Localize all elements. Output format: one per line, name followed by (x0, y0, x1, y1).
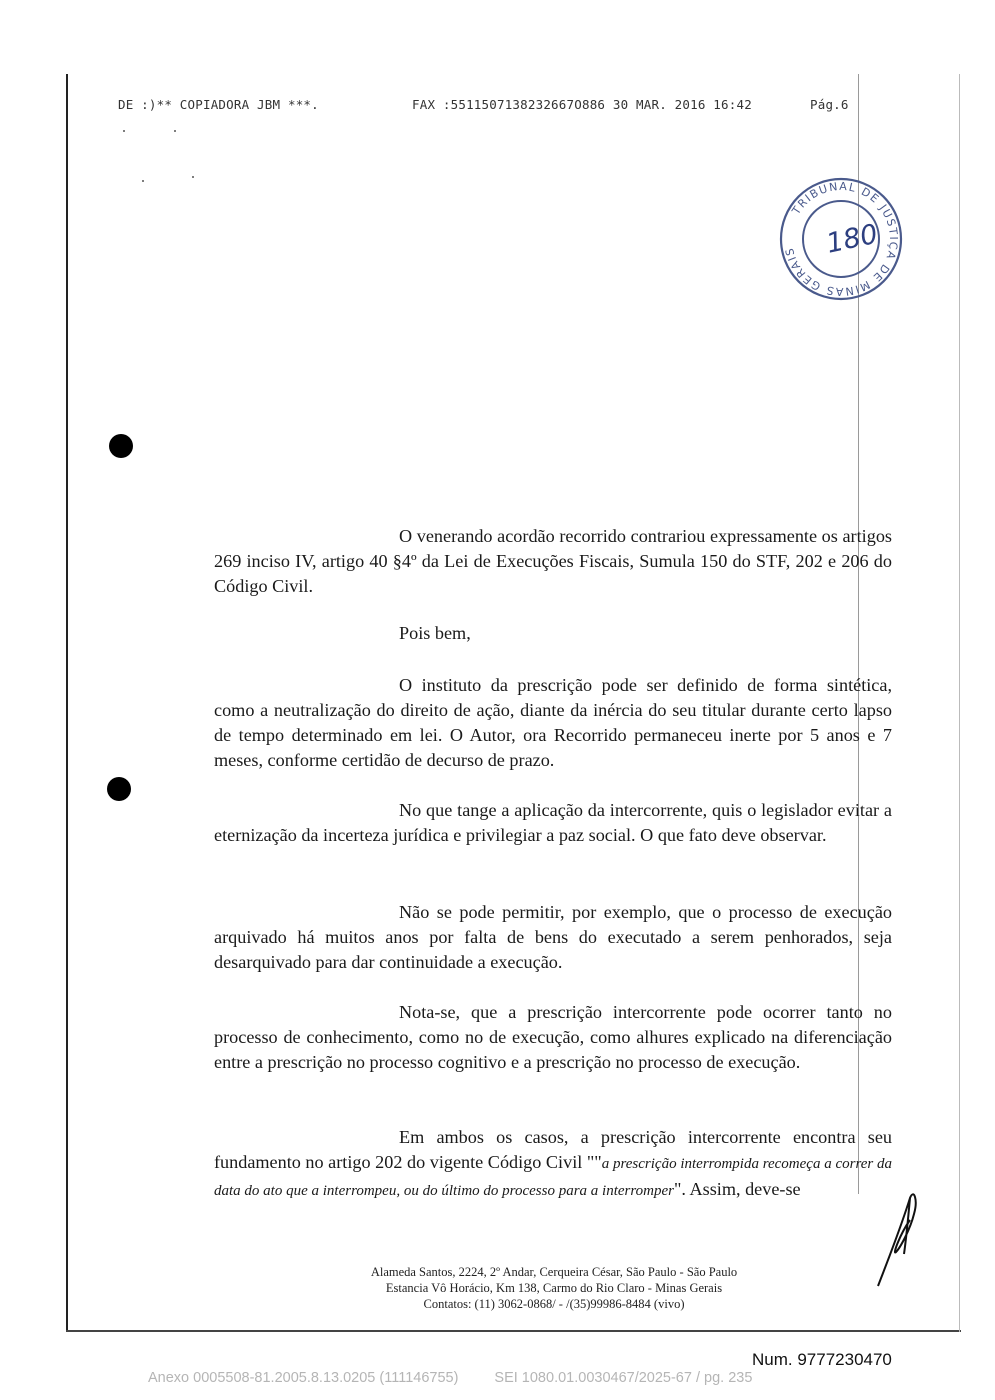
paragraph-2-text: Pois bem, (399, 623, 471, 643)
paragraph-6 (214, 1000, 892, 1075)
paragraph-3 (214, 673, 892, 773)
seal-handwritten-number: 180 (823, 218, 881, 260)
paragraph-7-text (214, 1125, 892, 1204)
fax-header-number: FAX :5511507138232667O886 30 MAR. 2016 16:42 (412, 97, 752, 112)
paragraph-3-text: O instituto da prescrição pode ser definido de forma sintética, como a neutralização do direito de ação, diante da inércia do seu titular durante certo lapso de tempo determinado em lei. O Autor, ora Recorrido permaneceu inerte por 5 anos e 7 meses, conforme certidão de decurso de prazo. (214, 675, 892, 770)
letterhead-footer (300, 1264, 808, 1312)
scan-speck (174, 130, 176, 132)
paragraph-7-end: ". Assim, deve-se (673, 1179, 801, 1199)
sei-reference: SEI 1080.01.0030467/2025-67 / pg. 235 (494, 1370, 753, 1386)
scan-speck (192, 176, 194, 178)
paragraph-2 (214, 621, 892, 646)
document-number: Num. 9777230470 (752, 1350, 892, 1369)
scan-speck (142, 180, 144, 182)
scan-frame-bottom (66, 1330, 961, 1332)
fax-header-from: DE :)** COPIADORA JBM ***. (118, 97, 319, 112)
signature (870, 1190, 930, 1290)
annex-footer (148, 1370, 752, 1386)
paragraph-1-text: O venerando acordão recorrido contrariou expressamente os artigos 269 inciso IV, artigo 40 §4º da Lei de Execuções Fiscais, Sumula 150 do STF, 202 e 206 do Código Civil. (214, 526, 892, 596)
court-seal-stamp (776, 174, 906, 304)
seal-ring-text: TRIBUNAL DE JUSTIÇA DE MINAS GERAIS (782, 179, 901, 299)
scan-frame-left (66, 74, 68, 1332)
paragraph-5 (214, 900, 892, 975)
footer-contacts: Contatos: (11) 3062-0868/ - /(35)99986-8484 (vivo) (423, 1297, 685, 1311)
punch-hole (107, 777, 131, 801)
paragraph-7 (214, 1125, 892, 1204)
annex-reference: Anexo 0005508-81.2005.8.13.0205 (111146755) (148, 1370, 459, 1386)
fax-header-page: Pág.6 (810, 97, 849, 112)
footer-address-mg: Estancia Vô Horácio, Km 138, Carmo do Rio Claro - Minas Gerais (385, 1281, 723, 1295)
paragraph-7-start: Em ambos os casos, a prescrição intercorrente encontra seu fundamento no artigo 202 do vigente Código Civil "" (214, 1127, 892, 1172)
scan-frame-right (959, 74, 960, 1332)
civil-code-quote: a prescrição interrompida recomeça a correr da data do ato que a interrompeu, ou do último do processo para a interromper (214, 1156, 892, 1199)
paragraph-1 (214, 524, 892, 599)
paragraph-6-text: Nota-se, que a prescrição intercorrente pode ocorrer tanto no processo de conhecimento, como no de execução, como alhures explicado na diferenciação entre a prescrição no processo cognitivo e a prescrição no processo de execução. (214, 1002, 892, 1072)
paragraph-4 (214, 798, 892, 848)
scan-speck (123, 130, 125, 132)
punch-hole (109, 434, 133, 458)
paragraph-5-text: Não se pode permitir, por exemplo, que o processo de execução arquivado há muitos anos por falta de bens do executado a serem penhorados, seja desarquivado para dar continuidade a execução. (214, 902, 892, 972)
footer-address-sp: Alameda Santos, 2224, 2º Andar, Cerqueira César, São Paulo - São Paulo (370, 1265, 738, 1279)
paragraph-4-text: No que tange a aplicação da intercorrente, quis o legislador evitar a eternização da incerteza jurídica e privilegiar a paz social. O que fato deve observar. (214, 800, 892, 845)
